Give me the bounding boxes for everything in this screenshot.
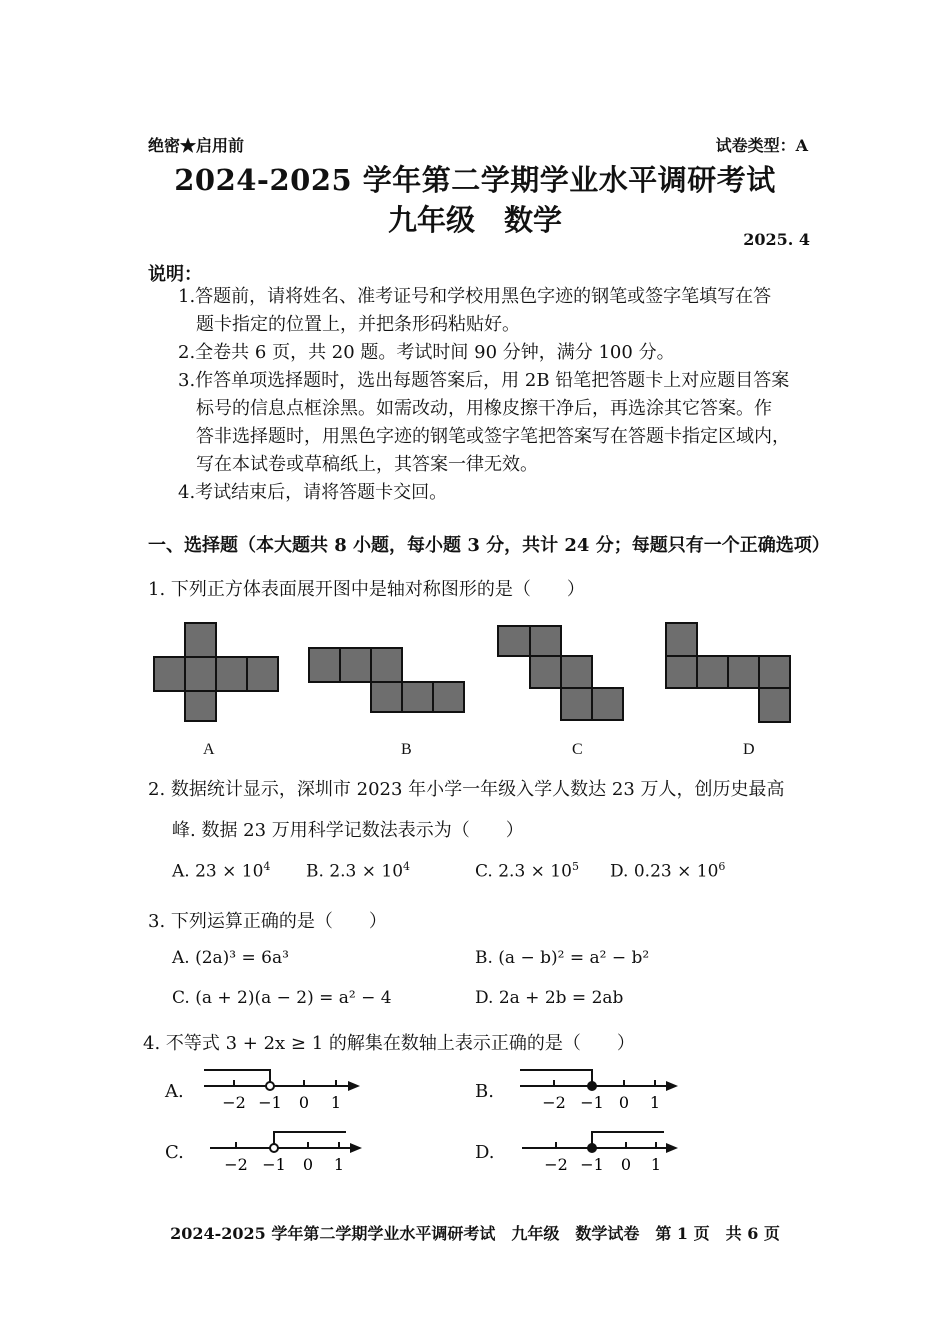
question-1-stem: 1. 下列正方体表面展开图中是轴对称图形的是（ ） bbox=[148, 579, 585, 600]
tick-label: 0 bbox=[620, 1155, 632, 1174]
question-3-option-d: D. 2a + 2b = 2ab bbox=[475, 988, 624, 1008]
tick-label: 0 bbox=[618, 1093, 630, 1112]
number-line-d bbox=[516, 1122, 688, 1174]
instruction-line: 2.全卷共 6 页，共 20 题。考试时间 90 分钟，满分 100 分。 bbox=[178, 342, 675, 363]
question-3-option-a: A. (2a)³ = 6a³ bbox=[172, 948, 289, 968]
tick-label: 1 bbox=[330, 1093, 342, 1112]
number-line-b bbox=[512, 1062, 684, 1114]
tick-label: −1 bbox=[580, 1093, 604, 1112]
section-title: 一、选择题（本大题共 8 小题，每小题 3 分，共计 24 分；每题只有一个正确选项） bbox=[148, 535, 830, 556]
net-a bbox=[154, 623, 278, 721]
instruction-line: 写在本试卷或草稿纸上，其答案一律无效。 bbox=[196, 454, 538, 475]
tick-label: −2 bbox=[542, 1093, 566, 1112]
cube-nets-figure bbox=[150, 618, 810, 728]
tick-label: −2 bbox=[224, 1155, 248, 1174]
question-4-option-a: A. bbox=[165, 1081, 184, 1102]
question-3-option-b: B. (a − b)² = a² − b² bbox=[475, 948, 650, 968]
number-line-c bbox=[204, 1122, 372, 1174]
question-2-option-a: A. $23 \times 10^4$ bbox=[172, 860, 271, 882]
exam-title: 2024-2025 学年第二学期学业水平调研考试 bbox=[174, 163, 776, 197]
tick-label: 1 bbox=[333, 1155, 345, 1174]
net-label-b: B bbox=[401, 741, 412, 758]
tick-label: −1 bbox=[580, 1155, 604, 1174]
instruction-line: 4.考试结束后，请将答题卡交回。 bbox=[178, 482, 448, 503]
paper-type: 试卷类型：A bbox=[715, 136, 808, 155]
tick-label: −2 bbox=[222, 1093, 246, 1112]
tick-label: 1 bbox=[650, 1155, 662, 1174]
question-2-option-b: B. $2.3 \times 10^4$ bbox=[306, 860, 411, 882]
tick-label: 1 bbox=[649, 1093, 661, 1112]
tick-label: 0 bbox=[298, 1093, 310, 1112]
instruction-line: 1.答题前，请将姓名、准考证号和学校用黑色字迹的钢笔或签字笔填写在答 bbox=[178, 286, 772, 307]
question-4-option-b: B. bbox=[475, 1081, 494, 1102]
tick-label: −1 bbox=[262, 1155, 286, 1174]
instruction-line: 答非选择题时，用黑色字迹的钢笔或签字笔把答案写在答题卡指定区域内， bbox=[196, 426, 790, 447]
tick-label: 0 bbox=[302, 1155, 314, 1174]
net-label-a: A bbox=[203, 741, 215, 758]
question-4-option-d: D. bbox=[475, 1142, 495, 1163]
net-d bbox=[666, 623, 790, 722]
question-4-option-c: C. bbox=[165, 1142, 184, 1163]
exam-date: 2025. 4 bbox=[743, 230, 810, 249]
net-c bbox=[498, 626, 623, 720]
confidential-mark: 绝密★启用前 bbox=[148, 136, 245, 155]
question-3-stem: 3. 下列运算正确的是（ ） bbox=[148, 911, 387, 932]
question-2-stem: 2. 数据统计显示，深圳市 2023 年小学一年级入学人数达 23 万人，创历史最高 bbox=[148, 779, 785, 800]
tick-label: −2 bbox=[544, 1155, 568, 1174]
question-2-option-c: C. $2.3 \times 10^5$ bbox=[475, 860, 579, 882]
instructions-heading: 说明： bbox=[148, 264, 202, 285]
question-4-stem: 4. 不等式 3 + 2x ≥ 1 的解集在数轴上表示正确的是（ ） bbox=[143, 1033, 635, 1054]
page-footer: 2024-2025 学年第二学期学业水平调研考试 九年级 数学试卷 第 1 页 共 6 页 bbox=[170, 1224, 780, 1243]
number-line-a bbox=[196, 1062, 366, 1114]
net-label-c: C bbox=[572, 741, 583, 758]
question-2-option-d: D. $0.23 \times 10^6$ bbox=[610, 860, 726, 882]
net-label-d: D bbox=[743, 741, 755, 758]
instruction-line: 标号的信息点框涂黑。如需改动，用橡皮擦干净后，再选涂其它答案。作 bbox=[196, 398, 772, 419]
net-b bbox=[309, 648, 464, 712]
question-2-stem-cont: 峰. 数据 23 万用科学记数法表示为（ ） bbox=[172, 820, 524, 841]
tick-label: −1 bbox=[258, 1093, 282, 1112]
instruction-line: 题卡指定的位置上，并把条形码粘贴好。 bbox=[196, 314, 520, 335]
exam-subtitle: 九年级 数学 bbox=[387, 203, 562, 237]
instruction-line: 3.作答单项选择题时，选出每题答案后，用 2B 铅笔把答题卡上对应题目答案 bbox=[178, 370, 790, 391]
question-3-option-c: C. (a + 2)(a − 2) = a² − 4 bbox=[172, 988, 392, 1008]
